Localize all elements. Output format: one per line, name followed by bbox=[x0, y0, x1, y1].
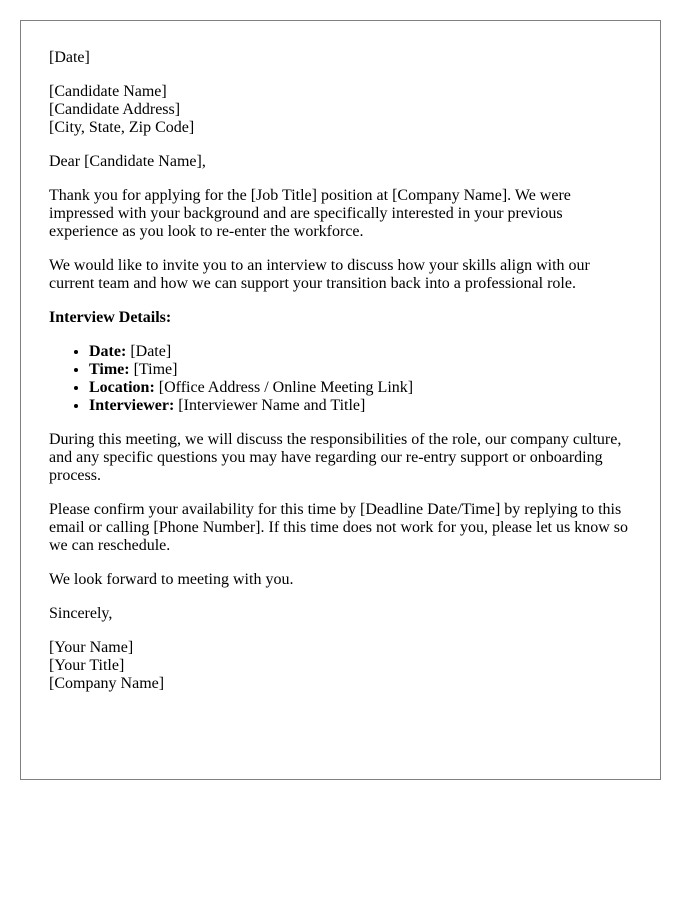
detail-value: [Date] bbox=[126, 343, 172, 360]
body-paragraph: Thank you for applying for the [Job Title] position at [Company Name]. We were impressed with your background and are specifically interested in your previous experience as you look to re-enter the workforce. bbox=[49, 187, 571, 240]
detail-label: Interviewer: bbox=[89, 397, 175, 414]
detail-value: [Time] bbox=[129, 361, 178, 378]
signature-name: [Your Name] bbox=[49, 639, 134, 656]
detail-item-time bbox=[89, 361, 632, 379]
detail-item-date bbox=[89, 343, 632, 361]
detail-value: [Office Address / Online Meeting Link] bbox=[154, 379, 414, 396]
signature-company: [Company Name] bbox=[49, 675, 165, 692]
detail-label: Date: bbox=[89, 343, 127, 360]
letter-page bbox=[20, 20, 661, 780]
signature-title: [Your Title] bbox=[49, 657, 125, 674]
body-paragraph: Please confirm your availability for this time by [Deadline Date/Time] by replying to this email or calling [Phone Number]. If this time does not work for you, please let us know so we can reschedule. bbox=[49, 501, 628, 554]
recipient-address: [Candidate Address] bbox=[49, 101, 181, 118]
sign-off: Sincerely, bbox=[49, 605, 113, 622]
detail-item-location bbox=[89, 379, 632, 397]
interview-details-list bbox=[49, 343, 632, 415]
recipient-city-state-zip: [City, State, Zip Code] bbox=[49, 119, 195, 136]
recipient-block bbox=[49, 83, 632, 137]
interview-details-heading: Interview Details: bbox=[49, 309, 172, 326]
body-paragraph: During this meeting, we will discuss the responsibilities of the role, our company culture, and any specific questions you may have regarding our re-entry support or onboarding process. bbox=[49, 431, 622, 484]
detail-label: Time: bbox=[89, 361, 130, 378]
detail-item-interviewer bbox=[89, 397, 632, 415]
signature-block bbox=[49, 639, 632, 693]
detail-label: Location: bbox=[89, 379, 155, 396]
detail-value: [Interviewer Name and Title] bbox=[174, 397, 366, 414]
recipient-name: [Candidate Name] bbox=[49, 83, 167, 100]
letter-date: [Date] bbox=[49, 49, 90, 66]
salutation: Dear [Candidate Name], bbox=[49, 153, 206, 170]
body-paragraph: We would like to invite you to an interview to discuss how your skills align with our current team and how we can support your transition back into a professional role. bbox=[49, 257, 590, 292]
body-paragraph: We look forward to meeting with you. bbox=[49, 571, 294, 588]
